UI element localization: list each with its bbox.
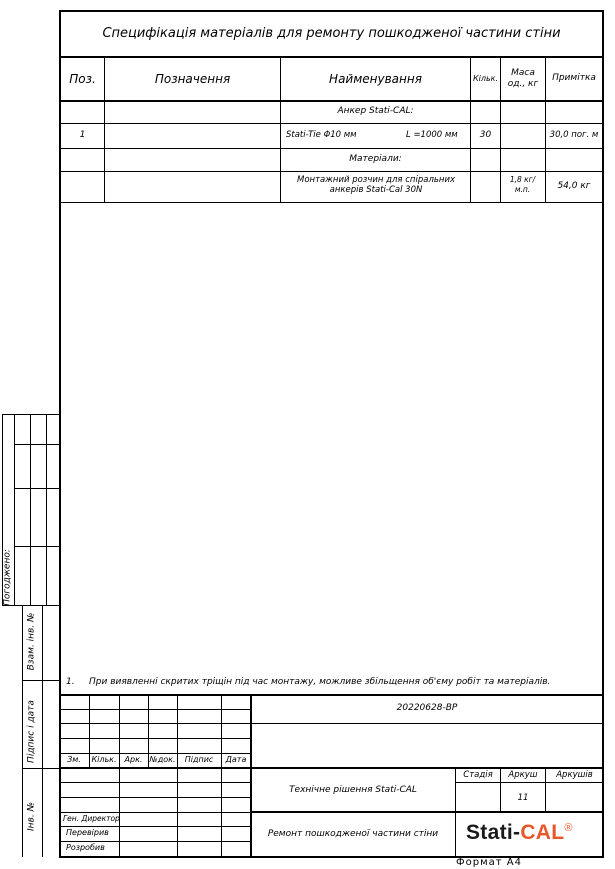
sheet-label: Аркуш [508,770,538,780]
sheet-number: 11 [517,793,529,803]
footnote-text: При виявленні скритих тріщін під час монтажу, можливе збільщення об'єму робіт та матеріалів. [89,677,551,687]
header-note: Примітка [552,73,596,83]
row1-note: 30,0 пог. м [549,130,599,140]
row1-name: Stati-Tie Φ10 мм [286,130,357,140]
stati-cal-logo: Stati-CAL® [466,821,573,844]
stage-label: Стадія [463,770,493,780]
col-qty: Кільк. [91,755,117,764]
col-change: Зм. [67,755,81,764]
header-pos: Поз. [69,72,96,86]
section-materials-label: Матеріали: [349,154,402,164]
role-developed: Розробив [66,843,105,852]
header-qty: Кільк. [472,74,499,83]
sign-date-label: Підпис і дата [26,700,37,763]
header-mass: Маса од., кг [507,68,539,90]
sheet-title: Ремонт пошкодженої частини стіни [267,829,439,839]
role-checked: Перевірив [66,828,109,837]
col-docno: №док. [149,755,176,764]
agreed-label: Погоджено: [2,549,13,606]
row1-pos: 1 [79,130,86,140]
row2-note: 54,0 кг [557,181,591,191]
row2-name: Монтажний розчин для спіральних анкерів Stati-Cal 30N [296,175,455,196]
sheets-label: Аркушів [556,770,593,780]
header-designation: Позначення [154,72,231,86]
row1-qty: 30 [479,130,492,140]
section-anchor-label: Анкер Stati-CAL: [337,106,414,116]
footnote-number: 1. [66,677,75,687]
doc-code: 20220628-ВР [396,703,458,713]
role-director: Ген. Директор [63,814,120,823]
page-title: Специфікація матеріалів для ремонту пошкодженої частини стіни [102,26,561,41]
col-signature: Підпис [184,755,214,764]
inv-no-label: Інв. № [26,802,37,831]
row1-length: L =1000 мм [406,130,458,140]
replace-inv-label: Взам. інв. № [26,612,37,671]
col-date: Дата [225,755,247,764]
header-name: Найменування [329,72,422,86]
format-label: Формат А4 [456,857,522,868]
col-sheet: Арк. [124,755,143,764]
row2-mass: 1,8 кг/м.п. [509,175,536,194]
project-name: Технічне рішення Stati-CAL [289,785,417,795]
